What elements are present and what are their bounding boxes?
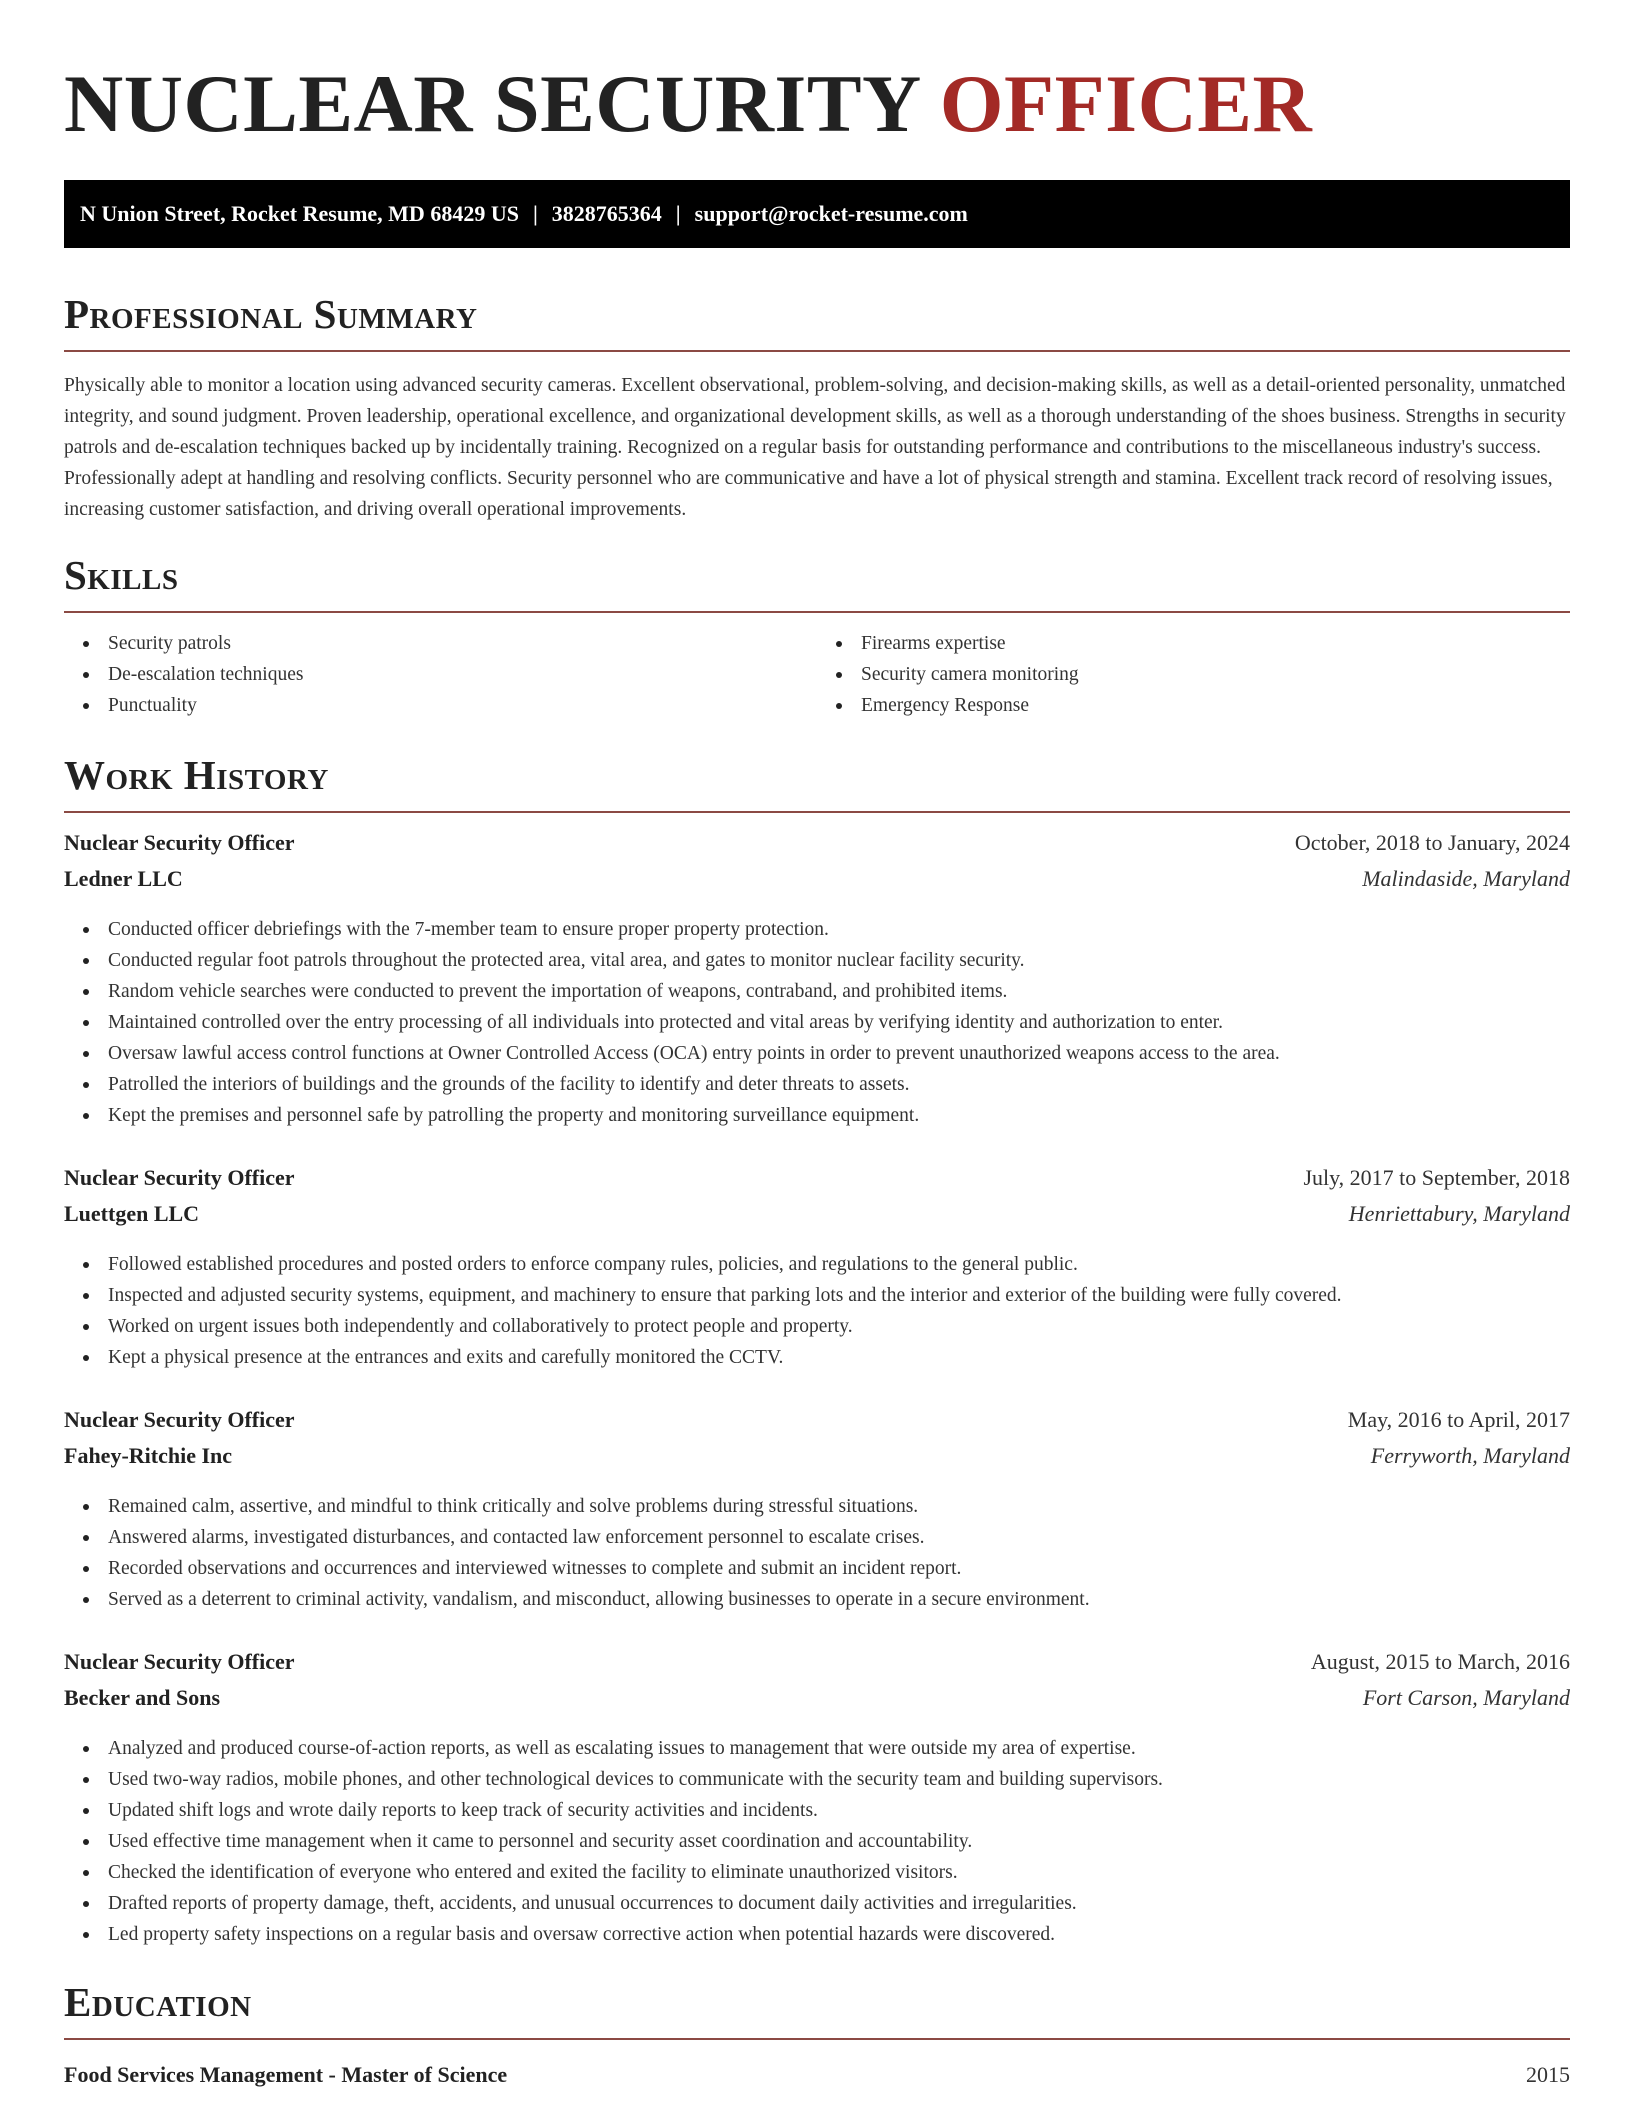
contact-separator: | xyxy=(532,201,538,226)
name-accent: OFFICER xyxy=(939,58,1313,149)
job-entry xyxy=(64,1407,1570,1615)
job-bullet: Worked on urgent issues both independently and collaboratively to protect people and property. xyxy=(108,1311,1570,1342)
job-employer: Becker and Sons xyxy=(64,1685,221,1710)
section-divider xyxy=(64,2038,1570,2040)
contact-email: support@rocket-resume.com xyxy=(694,201,968,226)
education-year: 2015 xyxy=(1526,2062,1570,2087)
job-location: Fort Carson, Maryland xyxy=(1362,1685,1570,1710)
job-bullet: Checked the identification of everyone who entered and exited the facility to eliminate unauthorized visitors. xyxy=(108,1857,1570,1888)
job-bullet: Recorded observations and occurrences and interviewed witnesses to complete and submit an incident report. xyxy=(108,1553,1570,1584)
contact-address: N Union Street, Rocket Resume, MD 68429 US xyxy=(80,201,519,226)
job-entry xyxy=(64,1649,1570,1950)
skills-column-left xyxy=(64,628,817,721)
skill-item: Punctuality xyxy=(108,690,817,721)
education-degree: Food Services Management - Master of Science xyxy=(64,2062,508,2087)
job-location: Henriettabury, Maryland xyxy=(1348,1201,1570,1226)
job-bullet: Used effective time management when it came to personnel and security asset coordination and accountability. xyxy=(108,1826,1570,1857)
skill-item: Security camera monitoring xyxy=(861,659,1570,690)
resume-page xyxy=(64,0,1570,2088)
job-header xyxy=(64,1165,1570,1201)
job-bullets xyxy=(64,1733,1570,1950)
job-entry xyxy=(64,1165,1570,1373)
job-dates: May, 2016 to April, 2017 xyxy=(1347,1407,1570,1432)
job-subheader xyxy=(64,866,1570,902)
job-bullet: Drafted reports of property damage, theft, accidents, and unusual occurrences to document daily activities and irregularities. xyxy=(108,1888,1570,1919)
job-bullet: Updated shift logs and wrote daily reports to keep track of security activities and incidents. xyxy=(108,1795,1570,1826)
skills-section-title: Skills xyxy=(64,552,179,598)
job-bullet: Random vehicle searches were conducted to prevent the importation of weapons, contraband, and prohibited items. xyxy=(108,976,1570,1007)
contact-phone: 3828765364 xyxy=(551,201,662,226)
job-employer: Luettgen LLC xyxy=(64,1201,200,1226)
job-subheader xyxy=(64,1201,1570,1237)
job-bullet: Kept the premises and personnel safe by patrolling the property and monitoring surveillance equipment. xyxy=(108,1100,1570,1131)
job-bullet: Served as a deterrent to criminal activity, vandalism, and misconduct, allowing businesses to operate in a secure environment. xyxy=(108,1584,1570,1615)
summary-section-title: Professional Summary xyxy=(64,291,478,337)
summary-text: Physically able to monitor a location using advanced security cameras. Excellent observational, problem-solving, and decision-making skills, as well as a detail-oriented personality, unmatched integrity, and sound judgment. Proven leadership, operational excellence, and organizational development skills, as well as a thorough understanding of the shoes business. Strengths in security patrols and de-escalation techniques backed up by incidentally training. Recognized on a regular basis for outstanding performance and contributions to the miscellaneous industry's success. Professionally adept at handling and resolving conflicts. Security personnel who are communicative and have a lot of physical strength and stamina. Excellent track record of resolving issues, increasing customer satisfaction, and driving overall operational improvements. xyxy=(64,375,1566,520)
section-divider xyxy=(64,611,1570,613)
job-bullet: Conducted regular foot patrols throughout the protected area, vital area, and gates to monitor nuclear facility security. xyxy=(108,945,1570,976)
job-bullet: Remained calm, assertive, and mindful to think critically and solve problems during stressful situations. xyxy=(108,1491,1570,1522)
job-employer: Ledner LLC xyxy=(64,866,183,891)
resume-name-heading xyxy=(64,0,1570,152)
job-bullets xyxy=(64,1491,1570,1615)
job-title: Nuclear Security Officer xyxy=(64,830,295,855)
job-title: Nuclear Security Officer xyxy=(64,1165,295,1190)
job-bullet: Led property safety inspections on a regular basis and oversaw corrective action when potential hazards were discovered. xyxy=(108,1919,1570,1950)
education-entry xyxy=(64,2062,1570,2088)
job-subheader xyxy=(64,1443,1570,1479)
job-entry xyxy=(64,830,1570,1131)
job-bullet: Patrolled the interiors of buildings and the grounds of the facility to identify and deter threats to assets. xyxy=(108,1069,1570,1100)
contact-separator: | xyxy=(675,201,681,226)
job-bullet: Kept a physical presence at the entrances and exits and carefully monitored the CCTV. xyxy=(108,1342,1570,1373)
job-bullet: Conducted officer debriefings with the 7-member team to ensure proper property protection. xyxy=(108,914,1570,945)
job-bullet: Oversaw lawful access control functions at Owner Controlled Access (OCA) entry points in order to prevent unauthorized weapons access to the area. xyxy=(108,1038,1570,1069)
work-history-section-title: Work History xyxy=(64,752,329,798)
job-bullet: Used two-way radios, mobile phones, and other technological devices to communicate with the security team and building supervisors. xyxy=(108,1764,1570,1795)
job-title: Nuclear Security Officer xyxy=(64,1407,295,1432)
job-dates: July, 2017 to September, 2018 xyxy=(1303,1165,1570,1190)
job-bullet: Followed established procedures and posted orders to enforce company rules, policies, and regulations to the general public. xyxy=(108,1249,1570,1280)
skill-item: De-escalation techniques xyxy=(108,659,817,690)
skill-item: Emergency Response xyxy=(861,690,1570,721)
skills-list xyxy=(64,628,1570,721)
job-dates: August, 2015 to March, 2016 xyxy=(1310,1649,1570,1674)
job-bullets xyxy=(64,914,1570,1131)
job-header xyxy=(64,1649,1570,1685)
skill-item: Firearms expertise xyxy=(861,628,1570,659)
job-location: Ferryworth, Maryland xyxy=(1370,1443,1570,1468)
education-section-title: Education xyxy=(64,1979,252,2025)
job-bullet: Answered alarms, investigated disturbances, and contacted law enforcement personnel to escalate crises. xyxy=(108,1522,1570,1553)
job-bullet: Inspected and adjusted security systems, equipment, and machinery to ensure that parking lots and the interior and exterior of the building were fully covered. xyxy=(108,1280,1570,1311)
job-header xyxy=(64,830,1570,866)
skills-column-right xyxy=(817,628,1570,721)
job-employer: Fahey-Ritchie Inc xyxy=(64,1443,233,1468)
job-title: Nuclear Security Officer xyxy=(64,1649,295,1674)
job-subheader xyxy=(64,1685,1570,1721)
job-dates: October, 2018 to January, 2024 xyxy=(1294,830,1570,855)
job-bullet: Analyzed and produced course-of-action reports, as well as escalating issues to management that were outside my area of expertise. xyxy=(108,1733,1570,1764)
job-header xyxy=(64,1407,1570,1443)
section-divider xyxy=(64,350,1570,352)
job-location: Malindaside, Maryland xyxy=(1362,866,1570,891)
skill-item: Security patrols xyxy=(108,628,817,659)
job-bullets xyxy=(64,1249,1570,1373)
contact-bar xyxy=(64,180,1570,248)
name-main: NUCLEAR SECURITY xyxy=(64,58,919,149)
section-divider xyxy=(64,811,1570,813)
job-bullet: Maintained controlled over the entry processing of all individuals into protected and vital areas by verifying identity and authorization to enter. xyxy=(108,1007,1570,1038)
